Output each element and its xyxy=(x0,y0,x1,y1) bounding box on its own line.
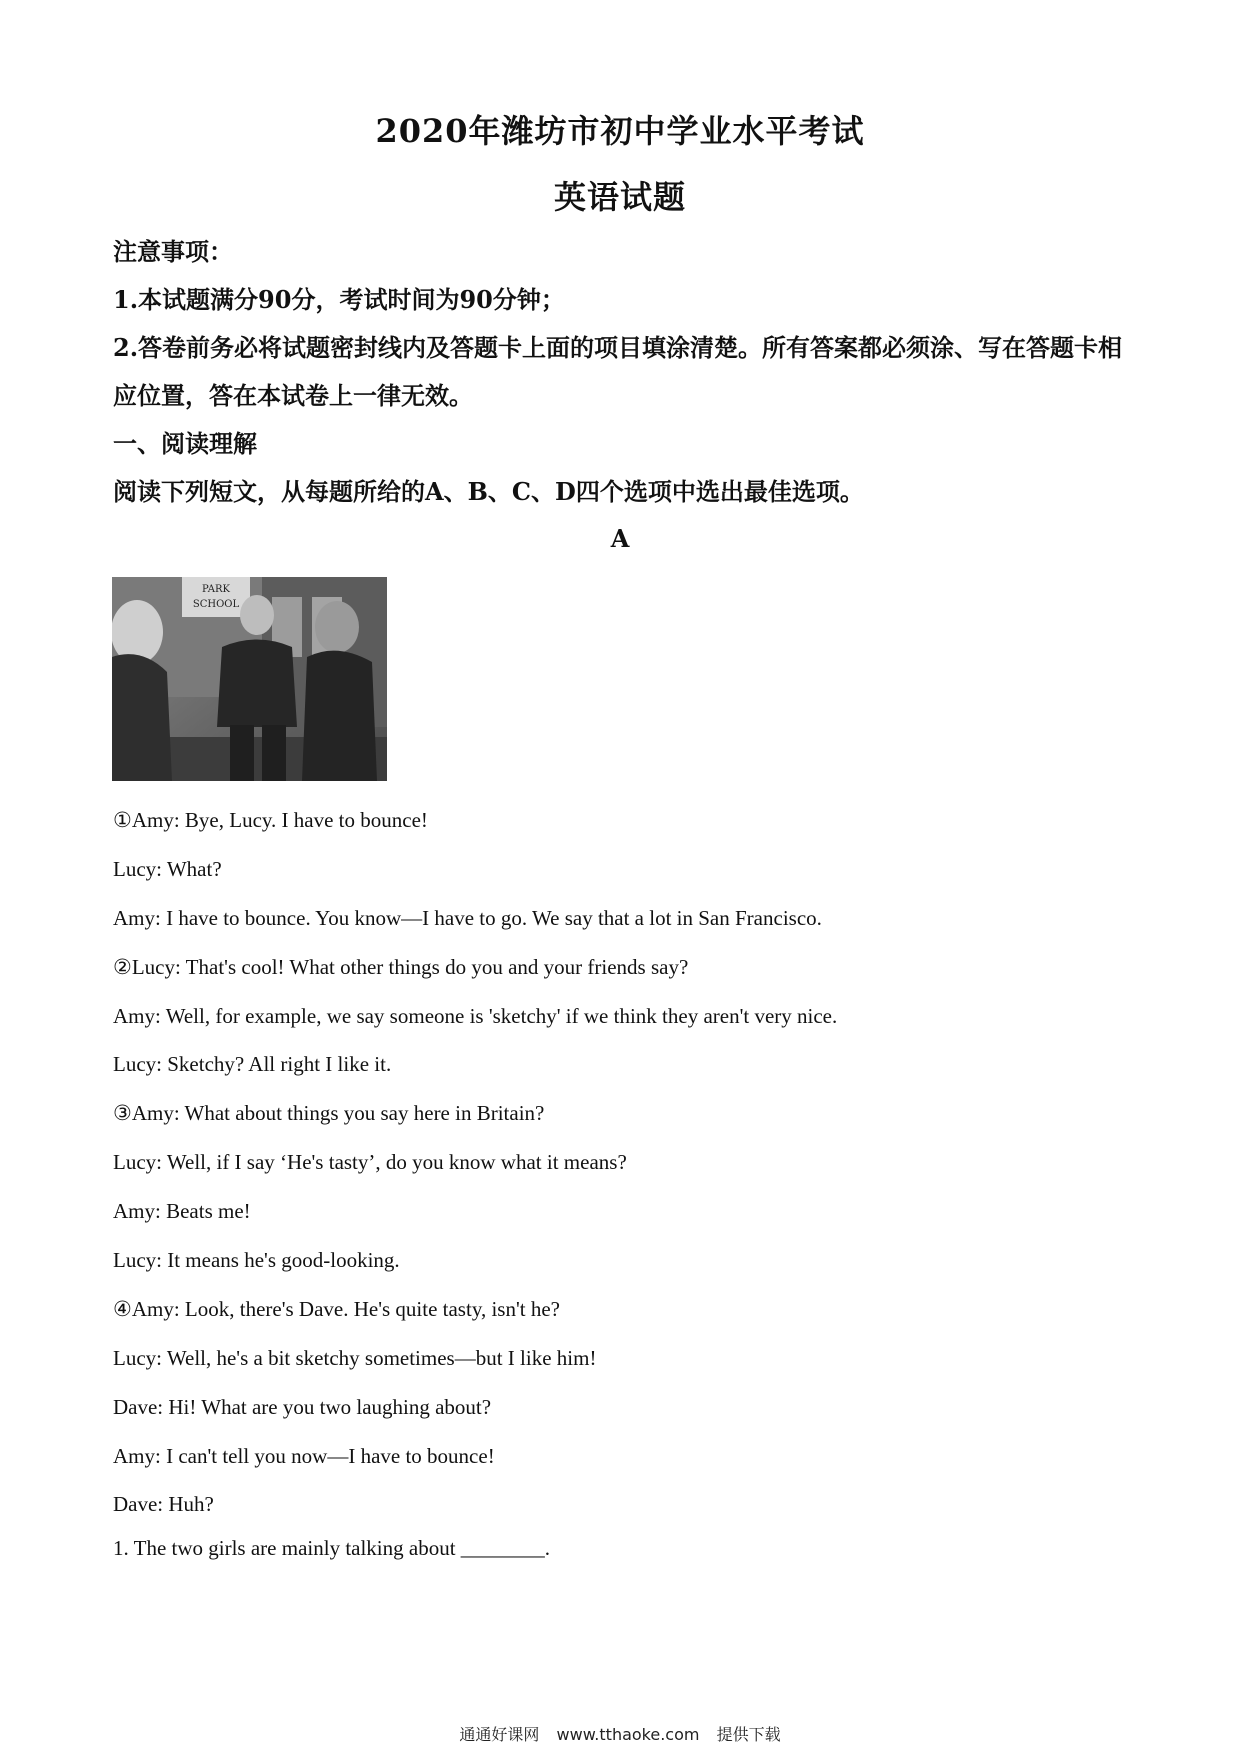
dialog-line: ③Amy: What about things you say here in Britain? xyxy=(113,1101,545,1126)
dialog-line: Amy: Well, for example, we say someone is 'sketchy' if we think they aren't very nice. xyxy=(113,1003,838,1028)
dialog-line: ②Lucy: That's cool! What other things do you and your friends say? xyxy=(113,954,689,979)
sign-text-line1: PARK xyxy=(201,584,231,595)
dialog-line: Lucy: Sketchy? All right I like it. xyxy=(113,1052,392,1077)
sign-text-line2: SCHOOL xyxy=(192,599,240,610)
exam-subtitle: 英语试题 xyxy=(553,178,686,216)
notice-item-2: 2.答卷前务必将试题密封线内及答题卡上面的项目填涂清楚。所有答案都必须涂、写在答题卡相应位置，答在本试卷上一律无效。 xyxy=(113,333,1123,410)
footer-url[interactable]: www.tthaoke.com xyxy=(556,1725,700,1744)
dialog-line: ④Amy: Look, there's Dave. He's quite tasty, isn't he? xyxy=(113,1296,560,1321)
dialog-line: Amy: Beats me! xyxy=(113,1199,251,1224)
section-instruction: 阅读下列短文，从每题所给的A、B、C、D四个选项中选出最佳选项。 xyxy=(113,477,864,506)
dialog-line: Amy: I have to bounce. You know—I have to go. We say that a lot in San Francisco. xyxy=(113,905,822,930)
question-1: 1. The two girls are mainly talking about ________. xyxy=(113,1536,551,1560)
dialog-line: Lucy: What? xyxy=(113,856,222,881)
dialog-line: Dave: Huh? xyxy=(113,1492,214,1517)
notice-heading: 注意事项： xyxy=(113,237,233,266)
dialog-line: ①Amy: Bye, Lucy. I have to bounce! xyxy=(113,808,428,832)
notice-item-1: 1.本试题满分90分，考试时间为90分钟； xyxy=(113,285,565,314)
passage-photo xyxy=(112,577,387,781)
page-footer xyxy=(0,1722,1240,1745)
dialog-line: Lucy: It means he's good-looking. xyxy=(113,1248,400,1273)
dialog-line: Amy: I can't tell you now—I have to bounce! xyxy=(113,1443,495,1468)
dialog-line: Lucy: Well, if I say ‘He's tasty’, do you know what it means? xyxy=(113,1150,627,1175)
dialog-line: Dave: Hi! What are you two laughing about? xyxy=(113,1394,492,1419)
footer-site-name: 通通好课网 xyxy=(459,1725,540,1744)
passage-label: A xyxy=(610,524,630,553)
notice-block xyxy=(113,228,1130,516)
footer-note: 提供下载 xyxy=(716,1725,781,1744)
dialog-passage xyxy=(113,796,1130,1529)
section-title: 一、阅读理解 xyxy=(113,429,257,458)
exam-title: 2020年潍坊市初中学业水平考试 xyxy=(375,112,865,150)
dialog-line: Lucy: Well, he's a bit sketchy sometimes—but I like him! xyxy=(113,1345,597,1370)
